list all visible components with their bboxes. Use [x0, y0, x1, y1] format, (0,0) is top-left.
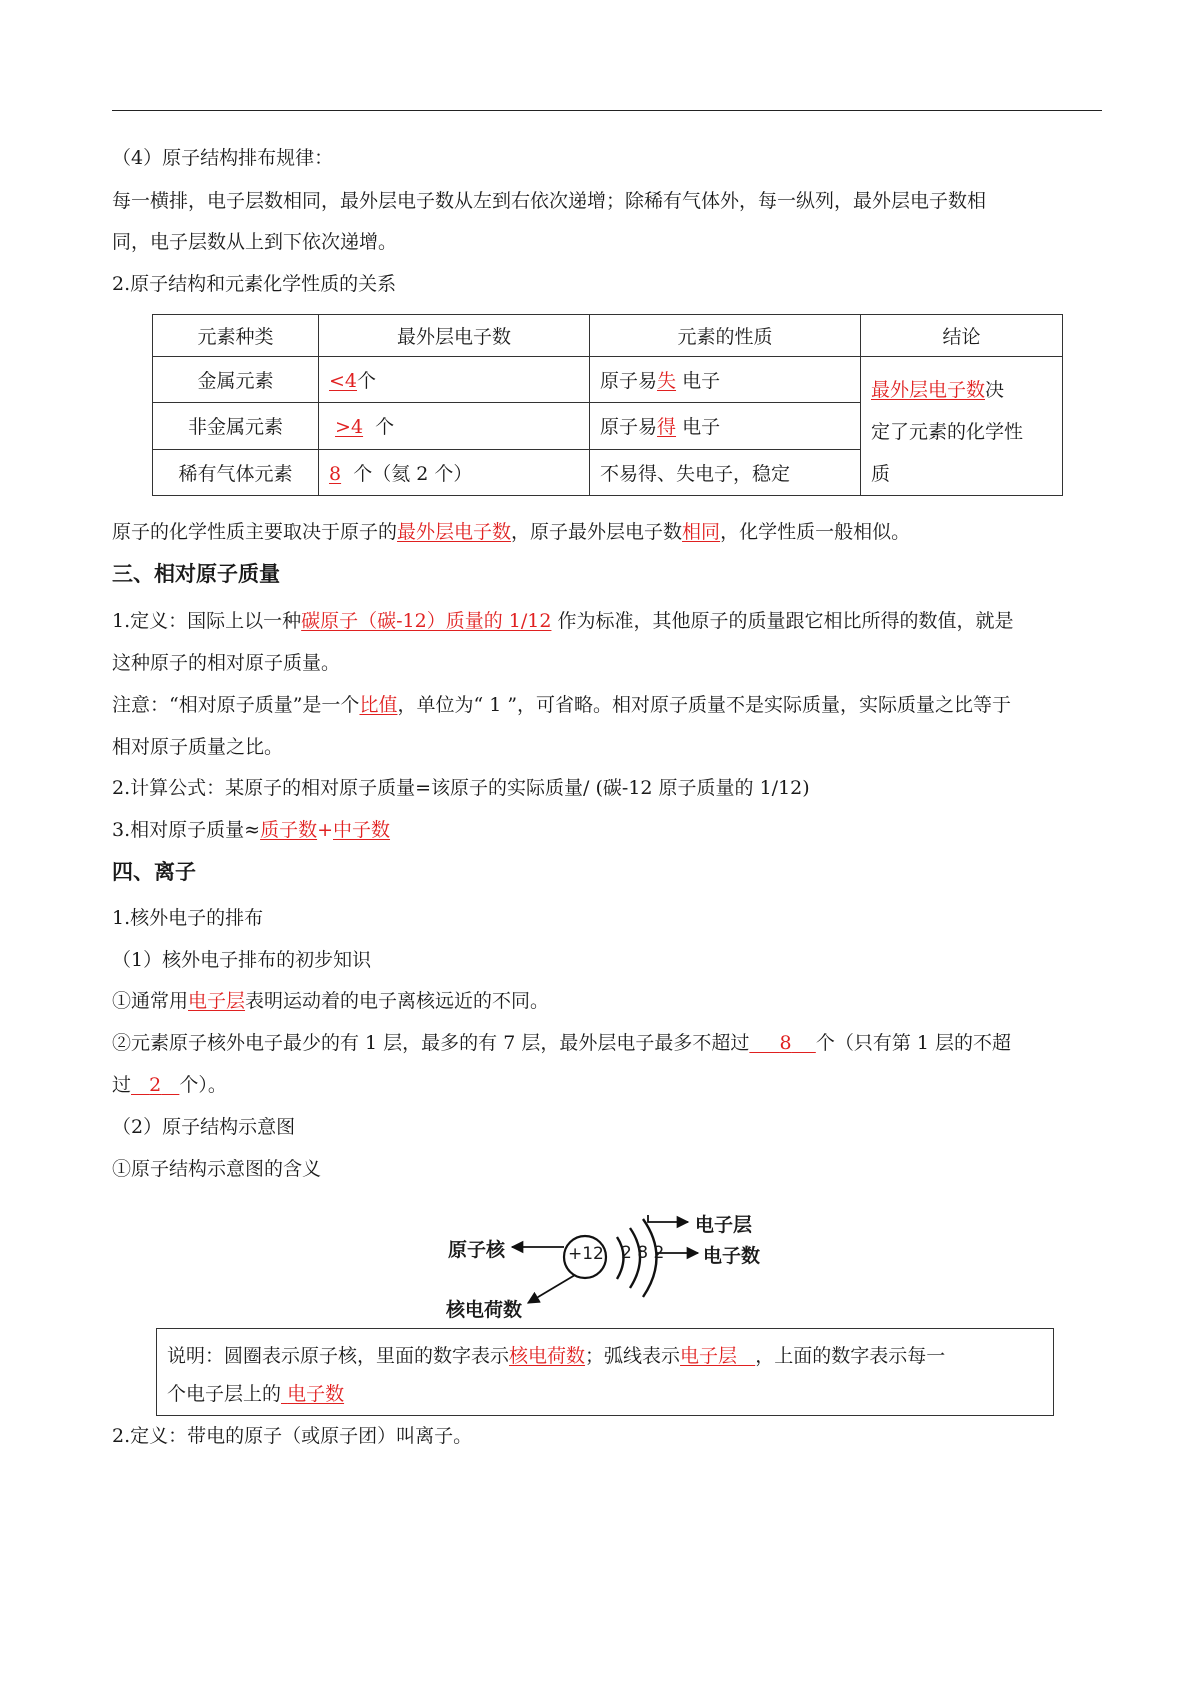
text-fragment: ，单位为“ 1 ”，可省略。相对原子质量不是实际质量，实际质量之比等于	[397, 694, 1012, 716]
table-cell-property	[590, 357, 861, 403]
answer-blank: 电子层	[188, 990, 246, 1012]
body-text: 这种原子的相对原子质量。	[112, 652, 341, 674]
subsection-heading: （4）原子结构排布规律：	[112, 147, 334, 169]
property-text: 原子易	[600, 416, 658, 439]
text-fragment: 原子的化学性质主要取决于原子的	[112, 521, 398, 543]
formula-text: 2.计算公式：某原子的相对原子质量=该原子的实际质量/ (碳-12 原子质量的 1/12)	[112, 777, 810, 799]
conclusion-text: 质	[871, 463, 891, 485]
nuclear-charge-label: 核电荷数	[446, 1299, 523, 1321]
nucleus-label: 原子核	[448, 1239, 506, 1261]
answer-value: 2	[149, 1074, 162, 1096]
answer-blank	[131, 1074, 179, 1096]
section-heading: 2.原子结构和元素化学性质的关系	[112, 273, 397, 295]
header-rule	[112, 110, 1102, 111]
explanation-box	[156, 1328, 1054, 1416]
text-fragment: 个电子层上的	[167, 1383, 282, 1405]
answer-value: 8	[779, 1032, 792, 1054]
arrow-charge	[528, 1275, 575, 1303]
body-text	[112, 989, 549, 1013]
answer-blank: 中子数	[333, 819, 391, 841]
answer-blank: 失	[657, 370, 677, 393]
table-row	[153, 357, 1063, 403]
answer-value: 电子层	[680, 1345, 738, 1367]
text-fragment: ，化学性质一般相似。	[720, 521, 911, 543]
table-cell-property	[590, 449, 861, 495]
unit-text: 个（氦 2 个）	[353, 462, 473, 485]
table-cell-count	[319, 449, 590, 495]
text-fragment: 3.相对原子质量≈	[112, 819, 261, 841]
subsection-heading: 1.核外电子的排布	[112, 907, 264, 929]
box-line	[167, 1375, 1043, 1413]
answer-blank: 相同	[682, 521, 721, 543]
conclusion-text: 决	[985, 379, 1005, 401]
body-text	[112, 520, 910, 544]
text-fragment: ①通常用	[112, 990, 189, 1012]
property-text: 电子	[682, 370, 721, 393]
property-text: 不易得、失电子，稳定	[600, 462, 791, 485]
body-text	[112, 1031, 1011, 1055]
text-fragment: ②元素原子核外电子最少的有 1 层，最多的有 7 层，最外层电子最多不超过	[112, 1032, 750, 1054]
property-text: 原子易	[600, 370, 658, 393]
table-header-cell: 元素种类	[153, 315, 319, 357]
answer-blank	[281, 1383, 344, 1405]
answer-value: 电子数	[287, 1383, 345, 1405]
body-text	[112, 693, 1011, 717]
answer-blank: 最外层电子数	[871, 379, 986, 401]
table-header-cell: 最外层电子数	[319, 315, 590, 357]
electron-shell-label: 电子层	[695, 1214, 753, 1236]
unit-text: 个	[375, 416, 395, 439]
text-fragment: 个）。	[179, 1074, 227, 1096]
table-cell-property	[590, 403, 861, 449]
answer-blank: >4	[335, 416, 364, 439]
answer-blank: 碳原子（碳-12）质量的 1/12	[301, 610, 552, 632]
text-fragment: ，上面的数字表示每一	[755, 1345, 946, 1367]
body-text: 相对原子质量之比。	[112, 736, 284, 758]
body-text: ①原子结构示意图的含义	[112, 1158, 322, 1180]
table-cell-kind: 金属元素	[153, 357, 319, 403]
answer-blank	[749, 1032, 815, 1054]
answer-blank: 质子数	[260, 819, 318, 841]
table-cell-kind: 稀有气体元素	[153, 449, 319, 495]
atom-structure-diagram	[420, 1195, 800, 1325]
text-fragment: ；弧线表示	[585, 1345, 681, 1367]
text-fragment: 表明运动着的电子离核远近的不同。	[245, 990, 550, 1012]
table-cell-conclusion	[861, 357, 1063, 496]
nucleus-value: +12	[568, 1244, 604, 1264]
body-text	[112, 818, 390, 842]
table-cell-count	[319, 403, 590, 449]
table-cell-count	[319, 357, 590, 403]
answer-blank: <4	[329, 370, 358, 393]
table-cell-kind: 非金属元素	[153, 403, 319, 449]
conclusion-text: 定了元素的化学性	[871, 421, 1024, 443]
section-title: 四、离子	[112, 859, 196, 884]
body-text: 每一横排，电子层数相同，最外层电子数从左到右依次递增；除稀有气体外，每一纵列，最外层电子数相	[112, 190, 987, 212]
body-text: 2.定义：带电的原子（或原子团）叫离子。	[112, 1425, 473, 1447]
text-fragment: 1.定义：国际上以一种	[112, 610, 302, 632]
table-header-cell: 元素的性质	[590, 315, 861, 357]
text-fragment: 过	[112, 1074, 132, 1096]
element-property-table	[152, 314, 1063, 496]
table-header-cell: 结论	[861, 315, 1063, 357]
text-fragment: +	[317, 819, 333, 841]
electron-count-label: 电子数	[703, 1245, 761, 1267]
arrow-shell	[648, 1215, 688, 1222]
answer-blank	[680, 1345, 755, 1367]
answer-blank: 核电荷数	[509, 1345, 586, 1367]
answer-blank: 得	[657, 416, 677, 439]
answer-blank: 最外层电子数	[397, 521, 512, 543]
section-title: 三、相对原子质量	[112, 561, 280, 586]
text-fragment: 作为标准，其他原子的质量跟它相比所得的数值，就是	[557, 610, 1014, 632]
subsection-heading: （1）核外电子排布的初步知识	[112, 949, 372, 971]
unit-text: 个	[357, 370, 377, 393]
property-text: 电子	[682, 416, 721, 439]
text-fragment: 说明：圆圈表示原子核，里面的数字表示	[167, 1345, 510, 1367]
answer-blank: 比值	[359, 694, 398, 716]
box-line	[167, 1337, 1043, 1375]
body-text: 同，电子层数从上到下依次递增。	[112, 231, 398, 253]
body-text	[112, 1073, 227, 1097]
text-fragment: 注意：“相对原子质量”是一个	[112, 694, 360, 716]
subsection-heading: （2）原子结构示意图	[112, 1116, 296, 1138]
text-fragment: 个（只有第 1 层的不超	[815, 1032, 1011, 1054]
electron-values: 2 8 2	[621, 1243, 665, 1263]
answer-blank: 8	[329, 462, 342, 485]
text-fragment: ，原子最外层电子数	[511, 521, 683, 543]
table-header-row	[153, 315, 1063, 357]
body-text	[112, 609, 1014, 633]
